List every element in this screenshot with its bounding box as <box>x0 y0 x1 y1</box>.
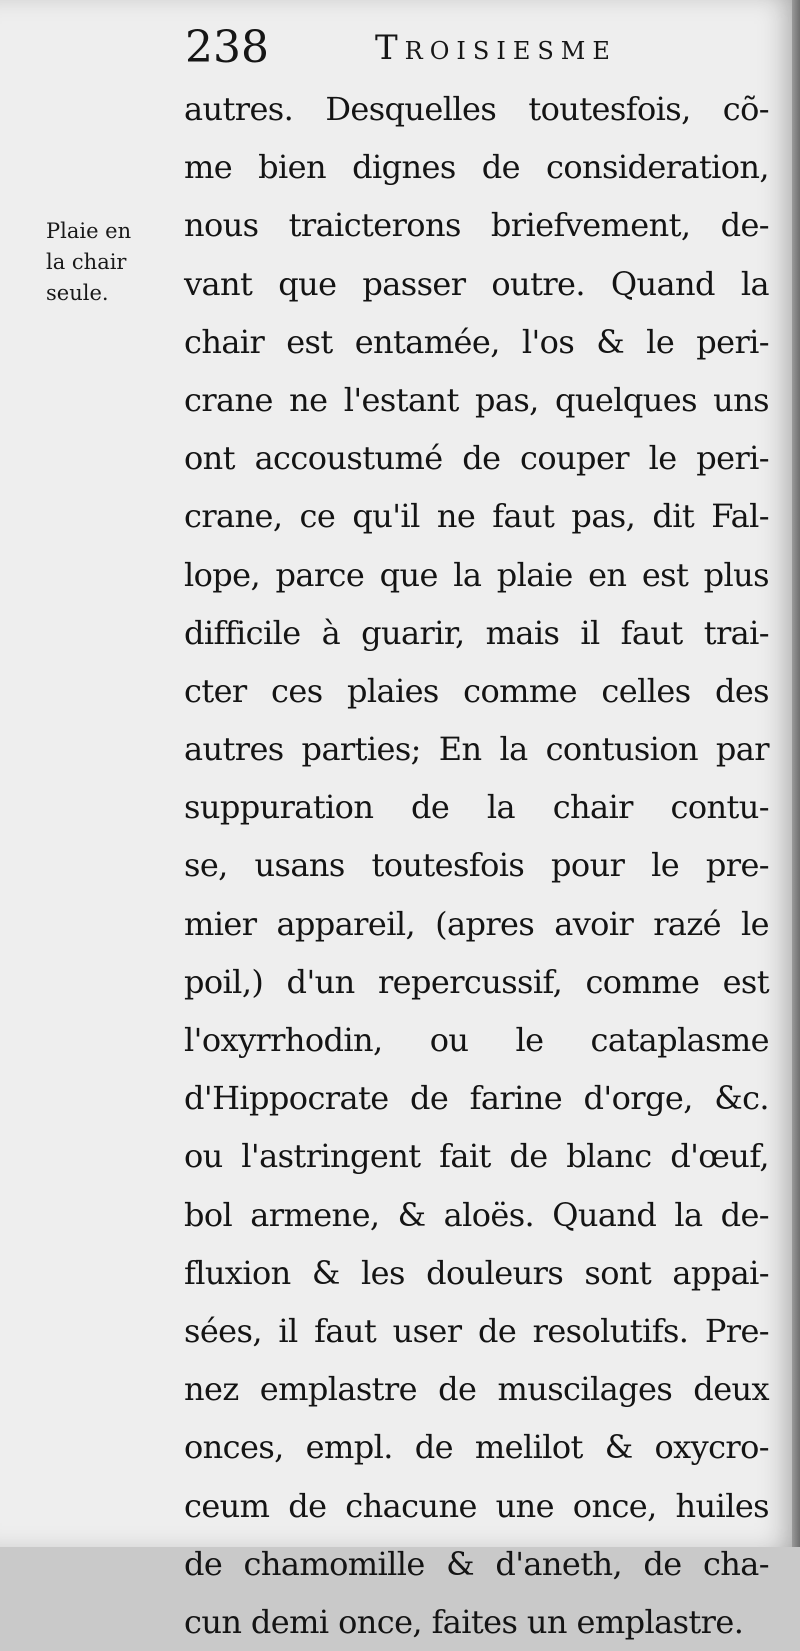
page-number: 238 <box>185 22 269 73</box>
text-line: autres parties; En la contusion par <box>184 730 769 769</box>
text-line: sées, il faut user de resolutifs. Pre- <box>184 1311 769 1350</box>
text-line: ont accoustumé de couper le peri- <box>184 439 769 478</box>
body-text <box>184 80 769 1651</box>
text-line: se, usans toutesfois pour le pre- <box>184 846 769 885</box>
text-line: ceum de chacune une once, huiles <box>184 1486 769 1525</box>
text-line: bol armene, & aloës. Quand la de- <box>184 1195 769 1234</box>
text-line: ou l'astringent fait de blanc d'œuf, <box>184 1137 769 1176</box>
page-header <box>185 20 745 80</box>
text-line: cun demi once, faites un emplastre. <box>184 1602 744 1641</box>
marginal-note <box>46 216 176 309</box>
text-line: de chamomille & d'aneth, de cha- <box>184 1544 769 1583</box>
text-line: d'Hippocrate de farine d'orge, &c. <box>184 1079 769 1118</box>
text-line: crane ne l'estant pas, quelques uns <box>184 380 769 419</box>
text-line: onces, empl. de melilot & oxycro- <box>184 1428 769 1467</box>
text-line: chair est entamée, l'os & le peri- <box>184 322 769 361</box>
text-line: fluxion & les douleurs sont appai- <box>184 1253 769 1292</box>
marginal-note-line: seule. <box>46 281 109 305</box>
text-line: cter ces plaies comme celles des <box>184 671 769 710</box>
text-line: poil,) d'un repercussif, comme est <box>184 962 769 1001</box>
text-line: nez emplastre de muscilages deux <box>184 1370 769 1409</box>
text-line: me bien dignes de consideration, <box>184 148 769 187</box>
text-line: mier appareil, (apres avoir razé le <box>184 904 769 943</box>
running-head: Troisiesme <box>375 28 617 68</box>
text-line: nous traicterons briefvement, de- <box>184 206 769 245</box>
text-line: lope, parce que la plaie en est plus <box>184 555 769 594</box>
text-line: l'oxyrrhodin, ou le cataplasme <box>184 1021 769 1059</box>
text-line: difficile à guarir, mais il faut trai- <box>184 613 769 652</box>
text-line: autres. Desquelles toutesfois, cõ- <box>184 90 769 128</box>
marginal-note-line: la chair <box>46 250 127 274</box>
marginal-note-line: Plaie en <box>46 219 132 243</box>
text-line: crane, ce qu'il ne faut pas, dit Fal- <box>184 497 769 536</box>
text-line: suppuration de la chair contu- <box>184 788 769 827</box>
text-line: vant que passer outre. Quand la <box>184 264 769 303</box>
page-edge-shadow <box>792 0 800 1547</box>
